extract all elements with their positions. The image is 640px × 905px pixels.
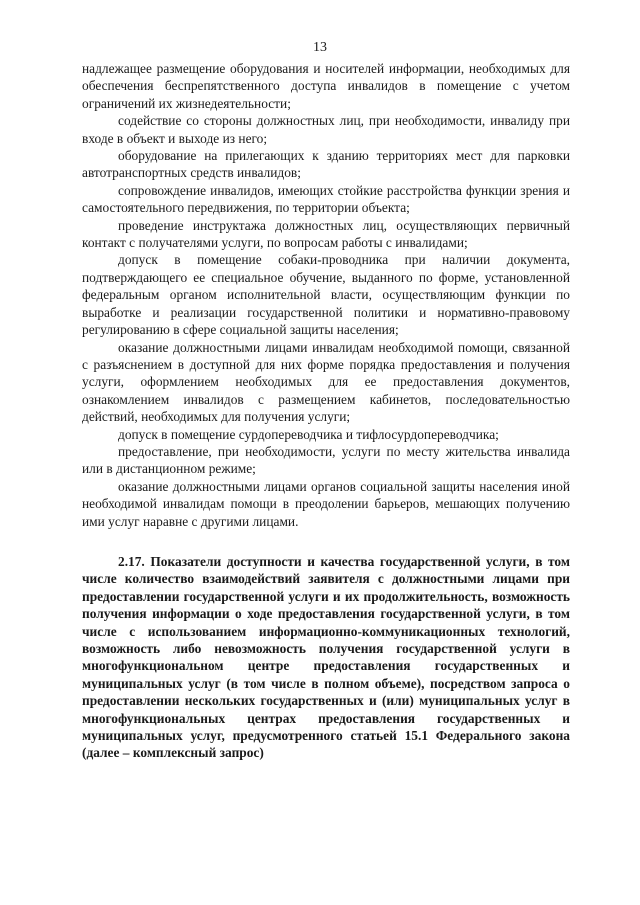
section-spacer [82,530,570,553]
list-item: содействие со стороны должностных лиц, при необходимости, инвалиду при входе в объект и выходе из него; [82,113,570,146]
list-item: оборудование на прилегающих к зданию территориях мест для парковки автотранспортных средств инвалидов; [82,148,570,181]
page-number: 13 [313,40,327,55]
list-item: допуск в помещение собаки-проводника при наличии документа, подтверждающего ее специальное обучение, выданного по форме, установленной федеральным органом исполнительной власти, осуществляющим функции по выработке и реализации государственной политики и нормативно-правовому регулированию в сфере социальной защиты населения; [82,252,570,338]
document-body [82,60,570,762]
list-item: надлежащее размещение оборудования и носителей информации, необходимых для обеспечения беспрепятственного доступа инвалидов в помещение с учетом ограничений их жизнедеятельности; [82,61,570,111]
list-item: сопровождение инвалидов, имеющих стойкие расстройства функции зрения и самостоятельного передвижения, по территории объекта; [82,182,570,216]
list-item: предоставление, при необходимости, услуги по месту жительства инвалида или в дистанционном режиме; [82,443,570,477]
section-heading: 2.17. Показатели доступности и качества государственной услуги, в том числе количество взаимодействий заявителя с должностными лицами при предоставлении государственной услуги и их продолжительность, возможность получения информации о ходе предоставления государственной услуги, в том числе с использованием информационно-коммуникационных технологий, возможность либо невозможность получения государственной услуги в многофункциональном центре предоставления государственных и муниципальных услуг (в том числе в полном объеме), посредством запроса о предоставлении нескольких государственных и (или) муниципальных услуг в многофункциональных центрах предоставления государственных и муниципальных услуг, предусмотренного статьей 15.1 Федерального закона (далее – комплексный запрос) [82,553,570,761]
list-item: оказание должностными лицами органов социальной защиты населения иной необходимой инвалидам помощи в преодолении барьеров, мешающих получению ими услуг наравне с другими лицами. [82,478,570,529]
list-item: проведение инструктажа должностных лиц, осуществляющих первичный контакт с получателями услуги, по вопросам работы с инвалидами; [82,217,570,251]
list-item: оказание должностными лицами инвалидам необходимой помощи, связанной с разъяснением в доступной для них форме порядка предоставления и получения услуги, оформлением необходимых для ее предоставления документов, ознакомлением инвалидов с размещением кабинетов, последовательностью действий, необходимых для получения услуги; [82,339,570,425]
list-item: допуск в помещение сурдопереводчика и тифлосурдопереводчика; [118,426,499,442]
